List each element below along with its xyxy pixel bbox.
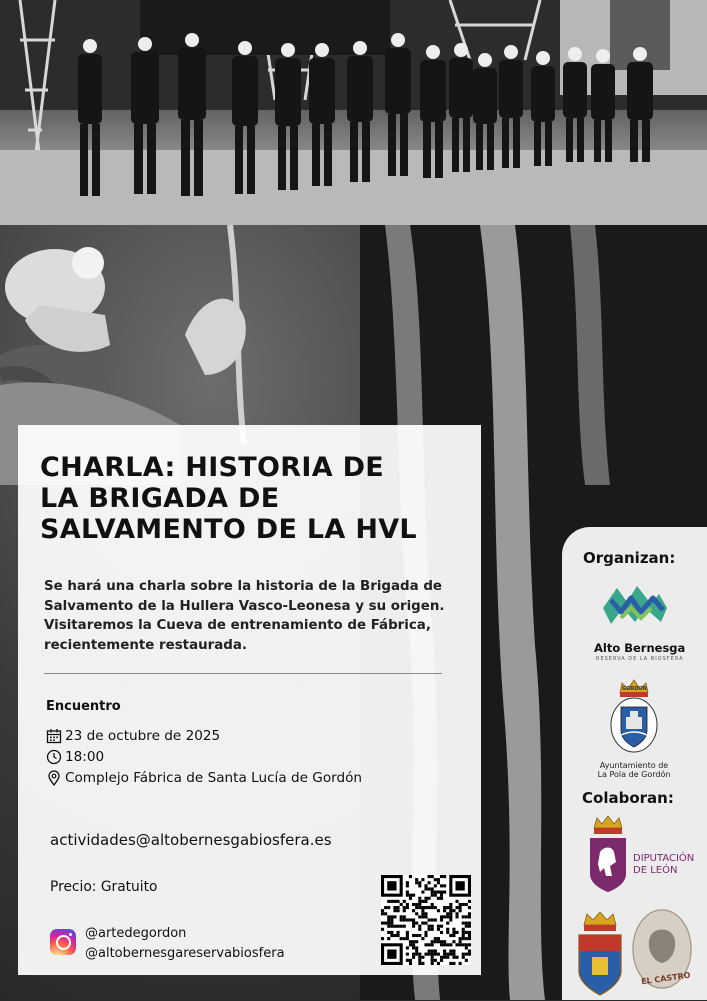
organizers-heading: Organizan: <box>583 549 676 567</box>
alto-bernesga-logo <box>601 578 669 630</box>
event-location: Complejo Fábrica de Santa Lucía de Gordón <box>65 770 363 786</box>
description-line: Se hará una charla sobre la historia de la Brigada de <box>44 579 442 594</box>
alto-bernesga-name: Alto Bernesga <box>594 641 686 655</box>
encuentro-heading: Encuentro <box>46 699 121 714</box>
seal-text: GORDON <box>622 686 647 692</box>
event-date: 23 de octubre de 2025 <box>65 728 221 744</box>
contact-email[interactable]: actividades@altobernesgabiosfera.es <box>50 831 332 849</box>
section-divider <box>44 673 442 674</box>
event-title-line: LA BRIGADA DE <box>40 483 280 514</box>
description-line: Salvamento de la Hullera Vasco-Leonesa y su origen. <box>44 598 445 614</box>
event-description <box>44 577 464 655</box>
ayuntamiento-caption-line: La Pola de Gordón <box>597 770 671 779</box>
collaborators-heading: Colaboran: <box>582 789 674 807</box>
event-title-line: SALVAMENTO DE LA HVL <box>40 514 417 545</box>
ayuntamiento-caption <box>582 761 686 779</box>
municipal-coat-of-arms <box>576 911 624 997</box>
qr-code[interactable] <box>381 875 471 965</box>
calendar-icon <box>46 728 62 744</box>
alto-bernesga-subtitle: RESERVA DE LA BIOSFERA <box>596 656 684 662</box>
time-row <box>46 747 104 767</box>
instagram-handle[interactable]: @altobernesgareservabiosfera <box>85 946 285 961</box>
event-title <box>40 452 470 545</box>
event-time: 18:00 <box>65 749 105 765</box>
el-castro-text: EL CASTRO <box>640 970 691 987</box>
instagram-icon <box>50 929 76 955</box>
diputacion-leon-logo <box>588 816 628 894</box>
instagram-handle[interactable]: @artedegordon <box>85 926 187 941</box>
date-row <box>46 726 220 746</box>
brigade-lineup-photo <box>0 0 707 225</box>
location-row <box>46 768 362 788</box>
event-title-line: CHARLA: HISTORIA DE <box>40 452 385 483</box>
diputacion-text <box>633 853 694 877</box>
diputacion-line: DE LEÓN <box>633 865 678 876</box>
diputacion-line: DIPUTACIÓN <box>633 853 695 864</box>
event-price: Precio: Gratuito <box>50 879 158 895</box>
description-line: Visitaremos la Cueva de entrenamiento de Fábrica, <box>44 618 431 633</box>
clock-icon <box>46 749 62 765</box>
ayuntamiento-caption-line: Ayuntamiento de <box>599 761 669 770</box>
description-line: recientemente restaurada. <box>44 637 247 653</box>
map-pin-icon <box>46 770 62 786</box>
